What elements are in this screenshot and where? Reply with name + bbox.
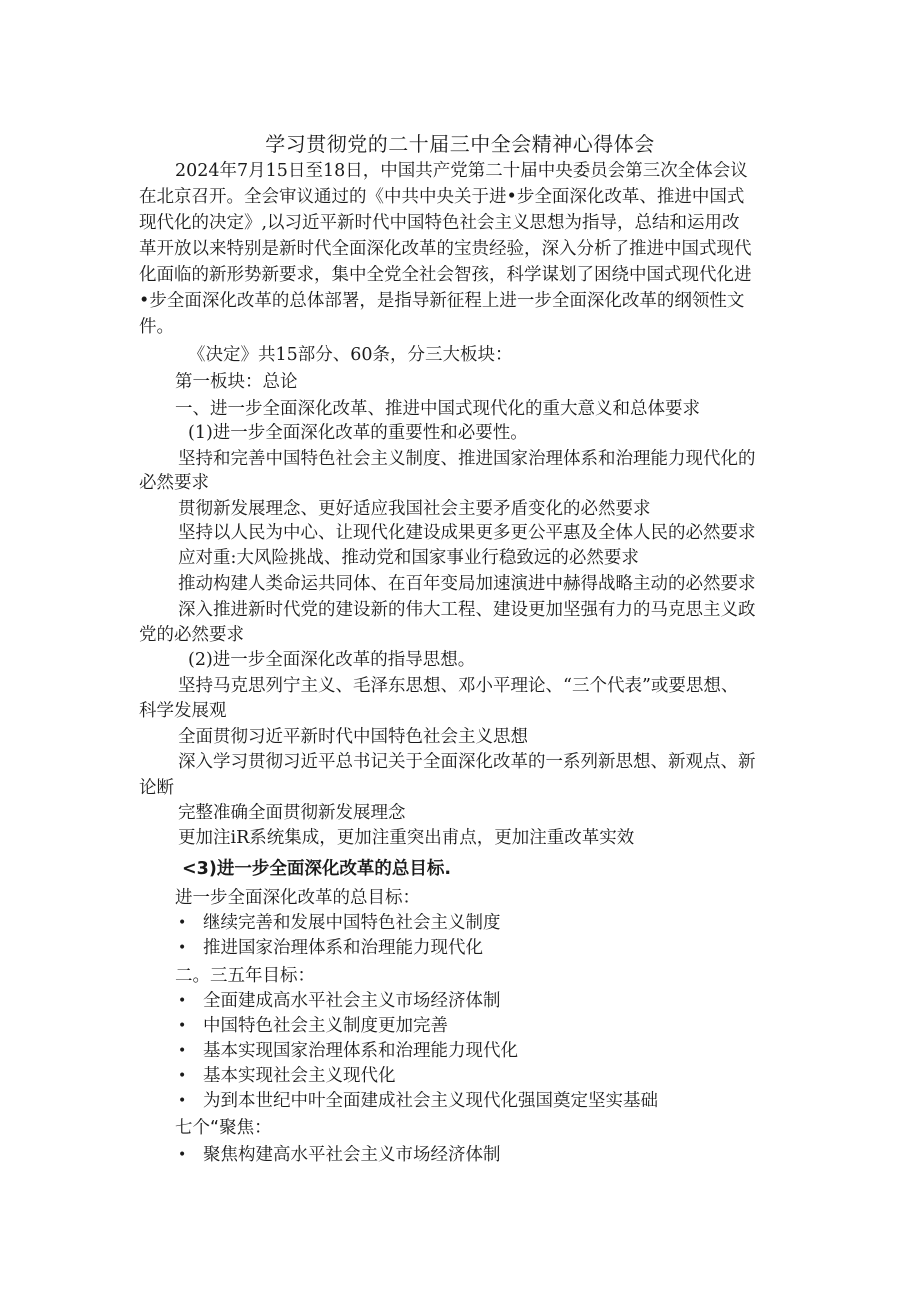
guideline-line: 全面贯彻习近平新时代中国特色社会主义思想: [178, 727, 528, 747]
bullet-icon: •: [178, 1068, 187, 1084]
guideline-line: 更加注iR系统集成，更加注重突出甫点，更加注重改革实效: [178, 828, 635, 848]
list-heading: 二。三五年目标：: [175, 966, 315, 986]
paragraph-heading: (2)进一步全面深化改革的指导思想。: [188, 650, 476, 670]
guideline-line: 完整准确全面贯彻新发展理念: [178, 803, 406, 823]
intro-line: 2024年7月15日至18日，中国共产党第二十届中央委员会第三次全体会议: [175, 161, 748, 181]
requirement-line: 坚持以人民为中心、让现代化建设成果更多更公平惠及全体人民的必然要求: [178, 523, 756, 543]
requirement-line: 党的必然要求: [139, 625, 244, 645]
intro-line: •步全面深化改革的总体部署，是指导新征程上进一步全面深化改革的纲领性文: [139, 291, 745, 311]
decision-line: 《决定》共15部分、60条，分三大板块：: [188, 345, 513, 365]
list-item: 聚焦构建高水平社会主义市场经济体制: [203, 1145, 501, 1165]
bullet-icon: •: [178, 940, 187, 956]
intro-line: 在北京召开。全会审议通过的《中共中央关于进•步全面深化改革、推进中国式: [139, 187, 745, 207]
list-item: 为到本世纪中叶全面建成社会主义现代化强国奠定坚实基础: [203, 1091, 658, 1111]
guideline-line: 科学发展观: [139, 701, 227, 721]
bullet-icon: •: [178, 1093, 187, 1109]
bullet-icon: •: [178, 915, 187, 931]
list-heading: 进一步全面深化改革的总目标：: [175, 888, 420, 908]
list-item: 基本实现国家治理体系和治理能力现代化: [203, 1041, 518, 1061]
intro-line: 现代化的决定》,以习近平新时代中国特色社会主义思想为指导，总结和运用改: [139, 213, 740, 233]
list-item: 中国特色社会主义制度更加完善: [203, 1016, 448, 1036]
intro-line: 化面临的新形势新要求，集中全党全社会智孩，科学谋划了困绕中国式现代化进: [139, 265, 752, 285]
guideline-line: 深入学习贯彻习近平总书记关于全面深化改革的一系列新思想、新观点、新: [178, 752, 756, 772]
requirement-line: 应对重:大风险挑战、推动党和国家事业行稳致远的必然要求: [178, 548, 639, 568]
bullet-icon: •: [178, 993, 187, 1009]
document-title: 学习贯彻党的二十届三中全会精神心得体会: [265, 132, 655, 156]
paragraph-heading: (1)进一步全面深化改革的重要性和必要性。: [188, 423, 528, 443]
requirement-line: 推动构建人类命运共同体、在百年变局加速演进中赫得战略主动的必然要求: [178, 574, 756, 594]
list-item: 推进国家治理体系和治理能力现代化: [203, 938, 483, 958]
paragraph-heading: <3)进一步全面深化改革的总目标.: [182, 859, 451, 879]
list-item: 继续完善和发展中国特色社会主义制度: [203, 913, 501, 933]
requirement-line: 必然要求: [139, 473, 209, 493]
guideline-line: 论断: [139, 778, 174, 798]
bullet-icon: •: [178, 1147, 187, 1163]
requirement-line: 贯彻新发展理念、更好适应我国社会主要矛盾变化的必然要求: [178, 499, 651, 519]
section-heading: 一、进一步全面深化改革、推进中国式现代化的重大意义和总体要求: [175, 399, 700, 419]
intro-line: 革开放以来特别是新时代全面深化改革的宝贵经验，深入分析了推进中国式现代: [139, 239, 752, 259]
requirement-line: 深入推进新时代党的建设新的伟大工程、建设更加坚强有力的马克思主义政: [178, 600, 756, 620]
bullet-icon: •: [178, 1018, 187, 1034]
list-item: 基本实现社会主义现代化: [203, 1066, 396, 1086]
requirement-line: 坚持和完善中国特色社会主义制度、推进国家治理体系和治理能力现代化的: [178, 449, 756, 469]
list-item: 全面建成高水平社会主义市场经济体制: [203, 991, 501, 1011]
bullet-icon: •: [178, 1043, 187, 1059]
guideline-line: 坚持马克思列宁主义、毛泽东思想、邓小平理论、“三个代表”或要思想、: [178, 676, 739, 696]
block-heading: 第一板块：总论: [175, 372, 298, 392]
intro-line: 件。: [139, 317, 174, 337]
list-heading: 七个“聚焦：: [175, 1118, 272, 1138]
